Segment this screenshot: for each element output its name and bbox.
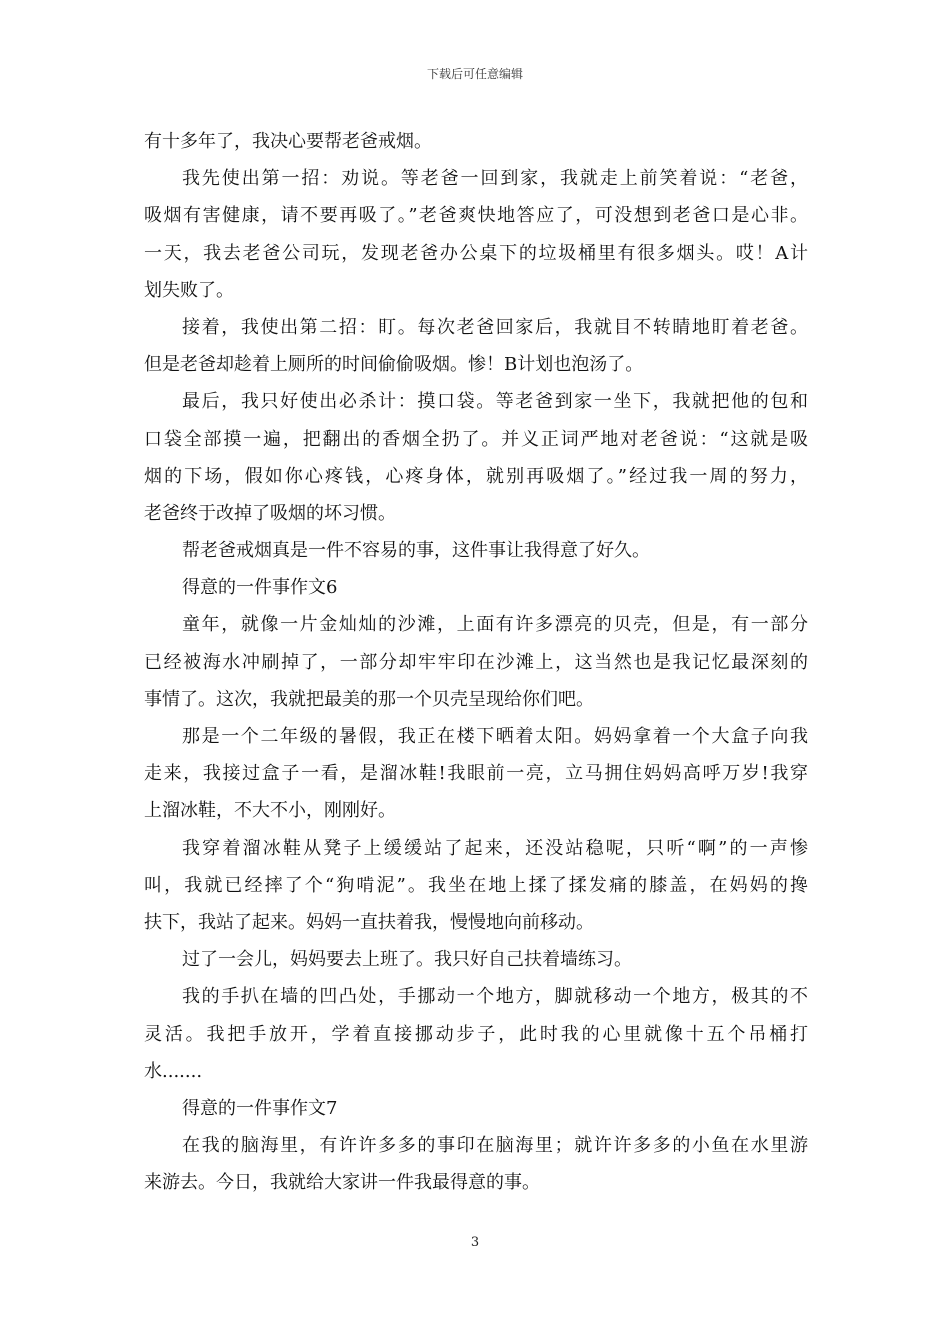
text-line: 上溜冰鞋，不大不小，刚刚好。 bbox=[144, 800, 396, 822]
text-line: 在我的脑海里，有许许多多的事印在脑海里；就许许多多的小鱼在水里游 bbox=[182, 1135, 808, 1157]
text-line: 叫，我就已经摔了个“狗啃泥”。我坐在地上揉了揉发痛的膝盖，在妈妈的搀 bbox=[144, 874, 808, 896]
text-line: 我先使出第一招：劝说。等老爸一回到家，我就走上前笑着说：“老爸， bbox=[182, 168, 808, 190]
page-header: 下载后可任意编辑 bbox=[426, 67, 523, 81]
section-heading: 得意的一件事作文6 bbox=[182, 577, 338, 599]
text-line: 划失败了。 bbox=[144, 279, 234, 301]
page-number: 3 bbox=[470, 1235, 480, 1250]
text-line: 我的手扒在墙的凹凸处，手挪动一个地方，脚就移动一个地方，极其的不 bbox=[182, 986, 808, 1008]
text-line: 接着，我使出第二招：盯。每次老爸回家后，我就目不转睛地盯着老爸。 bbox=[182, 316, 808, 338]
text-line: 吸烟有害健康，请不要再吸了。”老爸爽快地答应了，可没想到老爸口是心非。 bbox=[144, 205, 808, 227]
text-line: 老爸终于改掉了吸烟的坏习惯。 bbox=[144, 502, 396, 524]
text-line: 但是老爸却趁着上厕所的时间偷偷吸烟。惨！B计划也泡汤了。 bbox=[144, 354, 644, 376]
text-line: 水....... bbox=[144, 1060, 203, 1082]
text-line: 走来，我接过盒子一看，是溜冰鞋!我眼前一亮，立马拥住妈妈高呼万岁!我穿 bbox=[144, 763, 808, 785]
text-line: 过了一会儿，妈妈要去上班了。我只好自己扶着墙练习。 bbox=[182, 949, 632, 971]
document-body bbox=[144, 123, 808, 1201]
text-line: 已经被海水冲刷掉了，一部分却牢牢印在沙滩上，这当然也是我记忆最深刻的 bbox=[144, 651, 808, 673]
text-line: 童年，就像一片金灿灿的沙滩，上面有许多漂亮的贝壳，但是，有一部分 bbox=[182, 614, 808, 636]
text-line: 烟的下场，假如你心疼钱，心疼身体，就别再吸烟了。”经过我一周的努力， bbox=[144, 465, 808, 487]
text-line: 我穿着溜冰鞋从凳子上缓缓站了起来，还没站稳呢，只听“啊”的一声惨 bbox=[182, 837, 808, 859]
text-line: 一天，我去老爸公司玩，发现老爸办公桌下的垃圾桶里有很多烟头。哎！A计 bbox=[144, 242, 808, 264]
text-line: 扶下，我站了起来。妈妈一直扶着我，慢慢地向前移动。 bbox=[144, 911, 594, 933]
text-line: 帮老爸戒烟真是一件不容易的事，这件事让我得意了好久。 bbox=[182, 540, 650, 562]
text-line: 来游去。今日，我就给大家讲一件我最得意的事。 bbox=[144, 1172, 540, 1194]
section-heading: 得意的一件事作文7 bbox=[182, 1097, 338, 1119]
text-line: 有十多年了，我决心要帮老爸戒烟。 bbox=[144, 131, 432, 152]
text-line: 事情了。这次，我就把最美的那一个贝壳呈现给你们吧。 bbox=[144, 688, 594, 710]
text-line: 那是一个二年级的暑假，我正在楼下晒着太阳。妈妈拿着一个大盒子向我 bbox=[182, 726, 808, 747]
text-line: 灵活。我把手放开，学着直接挪动步子，此时我的心里就像十五个吊桶打 bbox=[144, 1023, 808, 1045]
text-line: 最后，我只好使出必杀计：摸口袋。等老爸到家一坐下，我就把他的包和 bbox=[182, 391, 808, 413]
text-line: 口袋全部摸一遍，把翻出的香烟全扔了。并义正词严地对老爸说：“这就是吸 bbox=[144, 428, 808, 450]
